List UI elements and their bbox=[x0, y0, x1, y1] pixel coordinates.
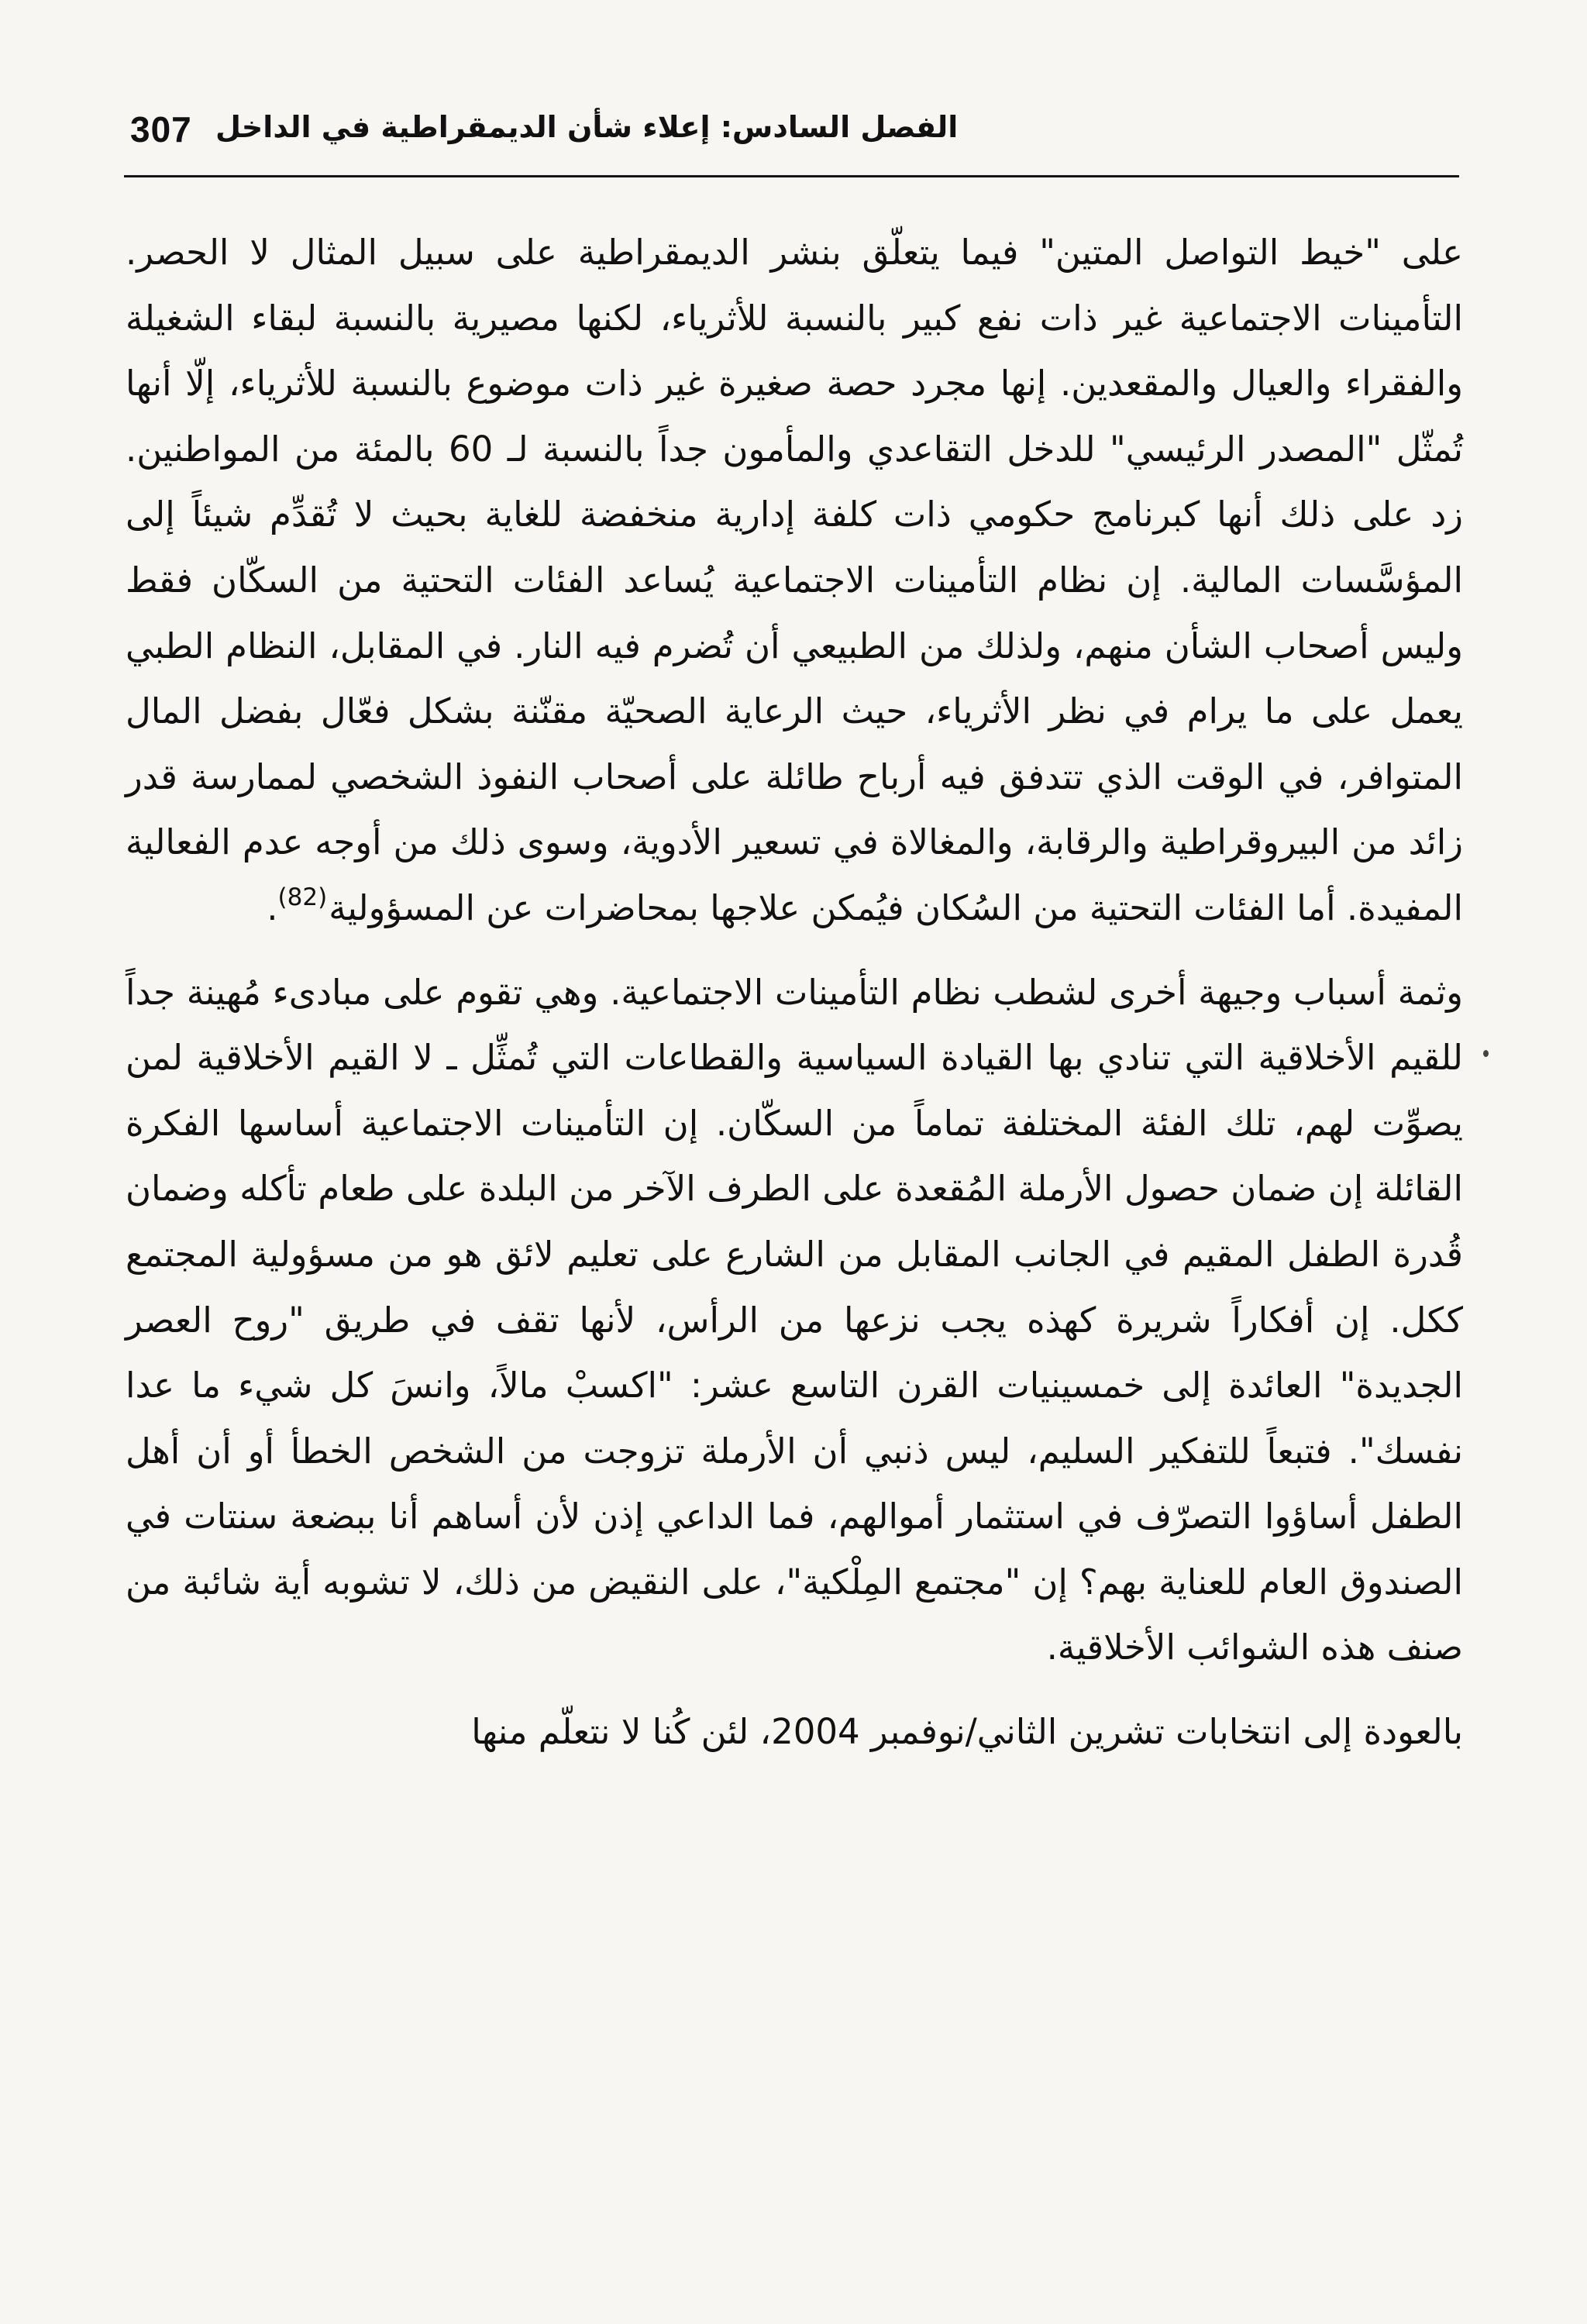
paragraph-1-end: . bbox=[267, 887, 278, 928]
header-rule bbox=[124, 175, 1459, 177]
body-text bbox=[126, 220, 1463, 1765]
chapter-title: الفصل السادس: إعلاء شأن الديمقراطية في الداخل bbox=[215, 110, 959, 144]
page-number: 307 bbox=[130, 109, 192, 150]
paragraph-3: بالعودة إلى انتخابات تشرين الثاني/نوفمبر 2004، لئن كُنا لا نتعلّم منها bbox=[471, 1711, 1463, 1753]
paragraph-1 bbox=[126, 220, 1463, 942]
margin-dot bbox=[1483, 1050, 1489, 1057]
paragraph-1-text: على "خيط التواصل المتين" فيما يتعلّق بنشر الديمقراطية على سبيل المثال لا الحصر. التأمينات الاجتماعية غير ذات نفع كبير بالنسبة للأثرياء، لكنها مصيرية بالنسبة لبقاء الشغيلة والفقراء والعيال والمقعدين. إنها مجرد حصة صغيرة غير ذات موضوع بالنسبة للأثرياء، إلّا أنها تُمثّل "المصدر الرئيسي" للدخل التقاعدي والمأمون جداً بالنسبة لـ 60 بالمئة من المواطنين. زد على ذلك أنها كبرنامج حكومي ذات كلفة إدارية منخفضة للغاية بحيث لا تُقدِّم شيئاً إلى المؤسَّسات المالية. إن نظام التأمينات الاجتماعية يُساعد الفئات التحتية من السكّان فقط وليس أصحاب الشأن منهم، ولذلك من الطبيعي أن تُضرم فيه النار. في المقابل، النظام الطبي يعمل على ما يرام في نظر الأثرياء، حيث الرعاية الصحيّة مقنّنة بشكل فعّال بفضل المال المتوافر، في الوقت الذي تتدفق فيه أرباح طائلة على أصحاب النفوذ الشخصي لممارسة قدر زائد من البيروقراطية والرقابة، والمغالاة في تسعير الأدوية، وسوى ذلك من أوجه عدم الفعالية المفيدة. أما الفئات التحتية من السُكان فيُمكن علاجها بمحاضرات عن المسؤولية bbox=[126, 232, 1463, 928]
paragraph-2: وثمة أسباب وجيهة أخرى لشطب نظام التأمينات الاجتماعية. وهي تقوم على مبادىء مُهينة جداً للقيم الأخلاقية التي تنادي بها القيادة السياسية والقطاعات التي تُمثِّل ـ لا القيم الأخلاقية لمن يصوِّت لهم، تلك الفئة المختلفة تماماً من السكّان. إن التأمينات الاجتماعية أساسها الفكرة القائلة إن ضمان حصول الأرملة المُقعدة على الطرف الآخر من البلدة على طعام تأكله وضمان قُدرة الطفل المقيم في الجانب المقابل من الشارع على تعليم لائق هو من مسؤولية المجتمع ككل. إن أفكاراً شريرة كهذه يجب نزعها من الرأس، لأنها تقف في طريق "روح العصر الجديدة" العائدة إلى خمسينيات القرن التاسع عشر: "اكسبْ مالاً، وانسَ كل شيء ما عدا نفسك". فتبعاً للتفكير السليم، ليس ذنبي أن الأرملة تزوجت من الشخص الخطأ أو أن أهل الطفل أساؤوا التصرّف في استثمار أموالهم، فما الداعي إذن لأن أساهم أنا ببضعة سنتات في الصندوق العام للعناية بهم؟ إن "مجتمع المِلْكية"، على النقيض من ذلك، لا تشوبه أية شائبة من صنف هذه الشوائب الأخلاقية. bbox=[126, 971, 1463, 1668]
running-head bbox=[124, 99, 1461, 175]
footnote-reference: (82) bbox=[277, 883, 328, 911]
